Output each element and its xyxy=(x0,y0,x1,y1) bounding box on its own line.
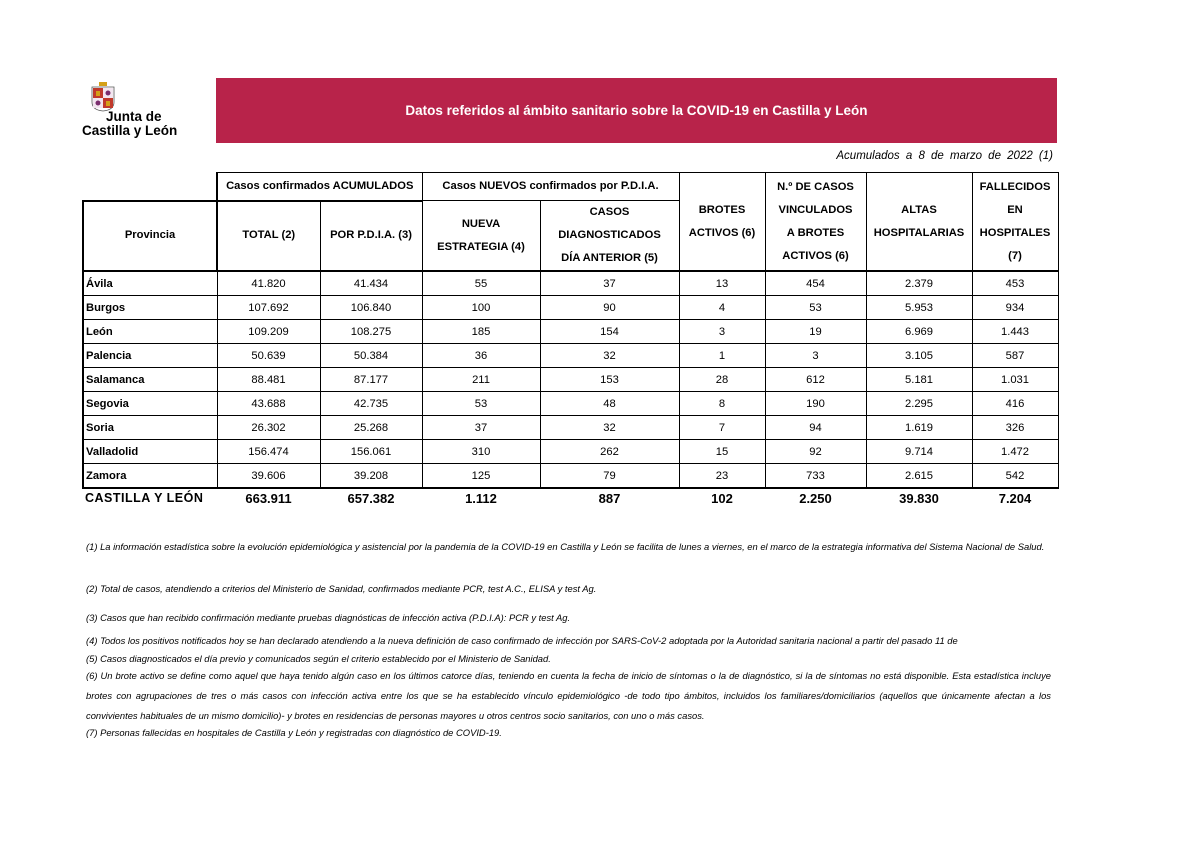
table-cell: 28 xyxy=(679,368,765,392)
table-cell: 15 xyxy=(679,440,765,464)
table-cell: 7 xyxy=(679,416,765,440)
total-label: CASTILLA Y LEÓN xyxy=(83,488,217,507)
table-row xyxy=(83,392,1058,416)
table-cell: 5.953 xyxy=(866,296,972,320)
table-row xyxy=(83,416,1058,440)
table-cell: 8 xyxy=(679,392,765,416)
footnote-1: (1) La información estadística sobre la evolución epidemiológica y asistencial por la pandemia de la COVID-19 en Castilla y León se facilita de lunes a viernes, en el marco de la estrategia informativa del Sistema Nacional de Salud. xyxy=(86,541,1045,552)
date-subtitle: Acumulados a 8 de marzo de 2022 (1) xyxy=(836,150,1053,162)
table-cell: 2.295 xyxy=(866,392,972,416)
group-header-nuevos: Casos NUEVOS confirmados por P.D.I.A. xyxy=(422,173,679,201)
group-header-acumulados: Casos confirmados ACUMULADOS xyxy=(217,173,422,201)
table-cell: 43.688 xyxy=(217,392,320,416)
footnote-6: (6) Un brote activo se define como aquel que haya tenido algún caso en los últimos catorce días, teniendo en cuenta la fecha de inicio de síntomas o la de diagnóstico, si la de síntomas no está disponible. Esta estadística incluye brotes con agrupaciones de tres o más casos con infección activa entre los que se ha establecido vínculo epidemiológico -de todo tipo ámbitos, incluidos los familiares/domiciliarios (aquellos que únicamente afectan a los convivientes habituales de un mismo domicilio)- y brotes en residencias de personas mayores u otros centros socio sanitarios, con uno o más casos. xyxy=(86,670,1051,721)
table-cell: 109.209 xyxy=(217,320,320,344)
table-cell: 416 xyxy=(972,392,1058,416)
col-header-brotes: BROTES ACTIVOS (6) xyxy=(679,173,765,272)
province-name: Zamora xyxy=(83,464,217,489)
table-cell: 41.434 xyxy=(320,271,422,296)
table-cell: 48 xyxy=(540,392,679,416)
table-cell: 32 xyxy=(540,416,679,440)
province-name: Salamanca xyxy=(83,368,217,392)
junta-logo xyxy=(82,82,202,142)
total-row xyxy=(83,488,1058,507)
table-cell: 453 xyxy=(972,271,1058,296)
col-header-altas: ALTAS HOSPITALARIAS xyxy=(866,173,972,272)
province-name: Segovia xyxy=(83,392,217,416)
footnote-7: (7) Personas fallecidas en hospitales de Castilla y León y registradas con diagnóstico de COVID-19. xyxy=(86,727,502,738)
table-cell: 454 xyxy=(765,271,866,296)
table-cell: 934 xyxy=(972,296,1058,320)
table-cell: 94 xyxy=(765,416,866,440)
page-title: Datos referidos al ámbito sanitario sobre la COVID-19 en Castilla y León xyxy=(216,78,1057,143)
total-cell: 663.911 xyxy=(217,488,320,507)
table-cell: 41.820 xyxy=(217,271,320,296)
table-cell: 107.692 xyxy=(217,296,320,320)
col-header-pdia: POR P.D.I.A. (3) xyxy=(320,201,422,272)
logo-line2: Castilla y León xyxy=(82,123,178,138)
table-cell: 92 xyxy=(765,440,866,464)
table-cell: 3.105 xyxy=(866,344,972,368)
province-name: Valladolid xyxy=(83,440,217,464)
table-cell: 1.472 xyxy=(972,440,1058,464)
table-cell: 53 xyxy=(422,392,540,416)
col-header-dia-anterior: CASOS DIAGNOSTICADOS DÍA ANTERIOR (5) xyxy=(540,201,679,272)
table-cell: 4 xyxy=(679,296,765,320)
table-cell: 1.031 xyxy=(972,368,1058,392)
table-cell: 1.443 xyxy=(972,320,1058,344)
table-cell: 2.615 xyxy=(866,464,972,489)
table-cell: 106.840 xyxy=(320,296,422,320)
logo-line1: Junta de xyxy=(106,109,162,124)
table-cell: 26.302 xyxy=(217,416,320,440)
table-cell: 2.379 xyxy=(866,271,972,296)
table-cell: 87.177 xyxy=(320,368,422,392)
province-name: Soria xyxy=(83,416,217,440)
table-cell: 3 xyxy=(679,320,765,344)
table-cell: 587 xyxy=(972,344,1058,368)
table-cell: 36 xyxy=(422,344,540,368)
table-cell: 13 xyxy=(679,271,765,296)
footnote-2: (2) Total de casos, atendiendo a criterios del Ministerio de Sanidad, confirmados mediante PCR, test A.C., ELISA y test Ag. xyxy=(86,583,597,594)
table-cell: 6.969 xyxy=(866,320,972,344)
province-name: Burgos xyxy=(83,296,217,320)
table-cell: 125 xyxy=(422,464,540,489)
province-name: Ávila xyxy=(83,271,217,296)
table-cell: 262 xyxy=(540,440,679,464)
table-cell: 42.735 xyxy=(320,392,422,416)
table-cell: 19 xyxy=(765,320,866,344)
table-cell: 53 xyxy=(765,296,866,320)
table-cell: 1.619 xyxy=(866,416,972,440)
table-cell: 88.481 xyxy=(217,368,320,392)
table-row xyxy=(83,320,1058,344)
total-cell: 39.830 xyxy=(866,488,972,507)
footnote-4: (4) Todos los positivos notificados hoy se han declarado atendiendo a la nueva definición de caso confirmado de infección por SARS-CoV-2 adoptada por la Autoridad sanitaria nacional a partir del pasado 11 de xyxy=(86,635,958,646)
table-cell: 9.714 xyxy=(866,440,972,464)
total-cell: 7.204 xyxy=(972,488,1058,507)
table-cell: 90 xyxy=(540,296,679,320)
table-cell: 39.606 xyxy=(217,464,320,489)
table-cell: 190 xyxy=(765,392,866,416)
table-cell: 32 xyxy=(540,344,679,368)
table-cell: 1 xyxy=(679,344,765,368)
col-header-vinculados: N.º DE CASOS VINCULADOS A BROTES ACTIVOS (6) xyxy=(765,173,866,272)
table-cell: 185 xyxy=(422,320,540,344)
table-cell: 153 xyxy=(540,368,679,392)
table-cell: 154 xyxy=(540,320,679,344)
table-cell: 37 xyxy=(540,271,679,296)
table-row xyxy=(83,271,1058,296)
footnote-3: (3) Casos que han recibido confirmación mediante pruebas diagnósticas de infección activa (P.D.I.A): PCR y test Ag. xyxy=(86,612,571,623)
col-header-nueva: NUEVA ESTRATEGIA (4) xyxy=(422,201,540,272)
table-cell: 39.208 xyxy=(320,464,422,489)
total-cell: 657.382 xyxy=(320,488,422,507)
table-cell: 326 xyxy=(972,416,1058,440)
table-row xyxy=(83,440,1058,464)
province-name: León xyxy=(83,320,217,344)
table-row xyxy=(83,344,1058,368)
table-cell: 612 xyxy=(765,368,866,392)
covid-data-table xyxy=(82,172,1059,507)
table-cell: 156.061 xyxy=(320,440,422,464)
table-cell: 108.275 xyxy=(320,320,422,344)
table-cell: 50.639 xyxy=(217,344,320,368)
table-row xyxy=(83,464,1058,489)
header-blank xyxy=(83,173,217,201)
table-cell: 3 xyxy=(765,344,866,368)
table-cell: 23 xyxy=(679,464,765,489)
table-cell: 156.474 xyxy=(217,440,320,464)
footnote-5: (5) Casos diagnosticados el día previo y comunicados según el criterio establecido por el Ministerio de Sanidad. xyxy=(86,653,551,664)
total-cell: 887 xyxy=(540,488,679,507)
table-row xyxy=(83,296,1058,320)
table-cell: 37 xyxy=(422,416,540,440)
table-cell: 310 xyxy=(422,440,540,464)
col-header-fallecidos: FALLECIDOS EN HOSPITALES (7) xyxy=(972,173,1058,272)
table-cell: 79 xyxy=(540,464,679,489)
total-cell: 2.250 xyxy=(765,488,866,507)
province-name: Palencia xyxy=(83,344,217,368)
table-cell: 55 xyxy=(422,271,540,296)
table-row xyxy=(83,368,1058,392)
table-cell: 25.268 xyxy=(320,416,422,440)
col-header-total: TOTAL (2) xyxy=(217,201,320,272)
coat-of-arms-icon xyxy=(90,82,116,112)
table-cell: 100 xyxy=(422,296,540,320)
table-cell: 542 xyxy=(972,464,1058,489)
table-cell: 733 xyxy=(765,464,866,489)
table-cell: 5.181 xyxy=(866,368,972,392)
table-cell: 50.384 xyxy=(320,344,422,368)
table-cell: 211 xyxy=(422,368,540,392)
total-cell: 1.112 xyxy=(422,488,540,507)
total-cell: 102 xyxy=(679,488,765,507)
col-header-provincia: Provincia xyxy=(83,201,217,272)
